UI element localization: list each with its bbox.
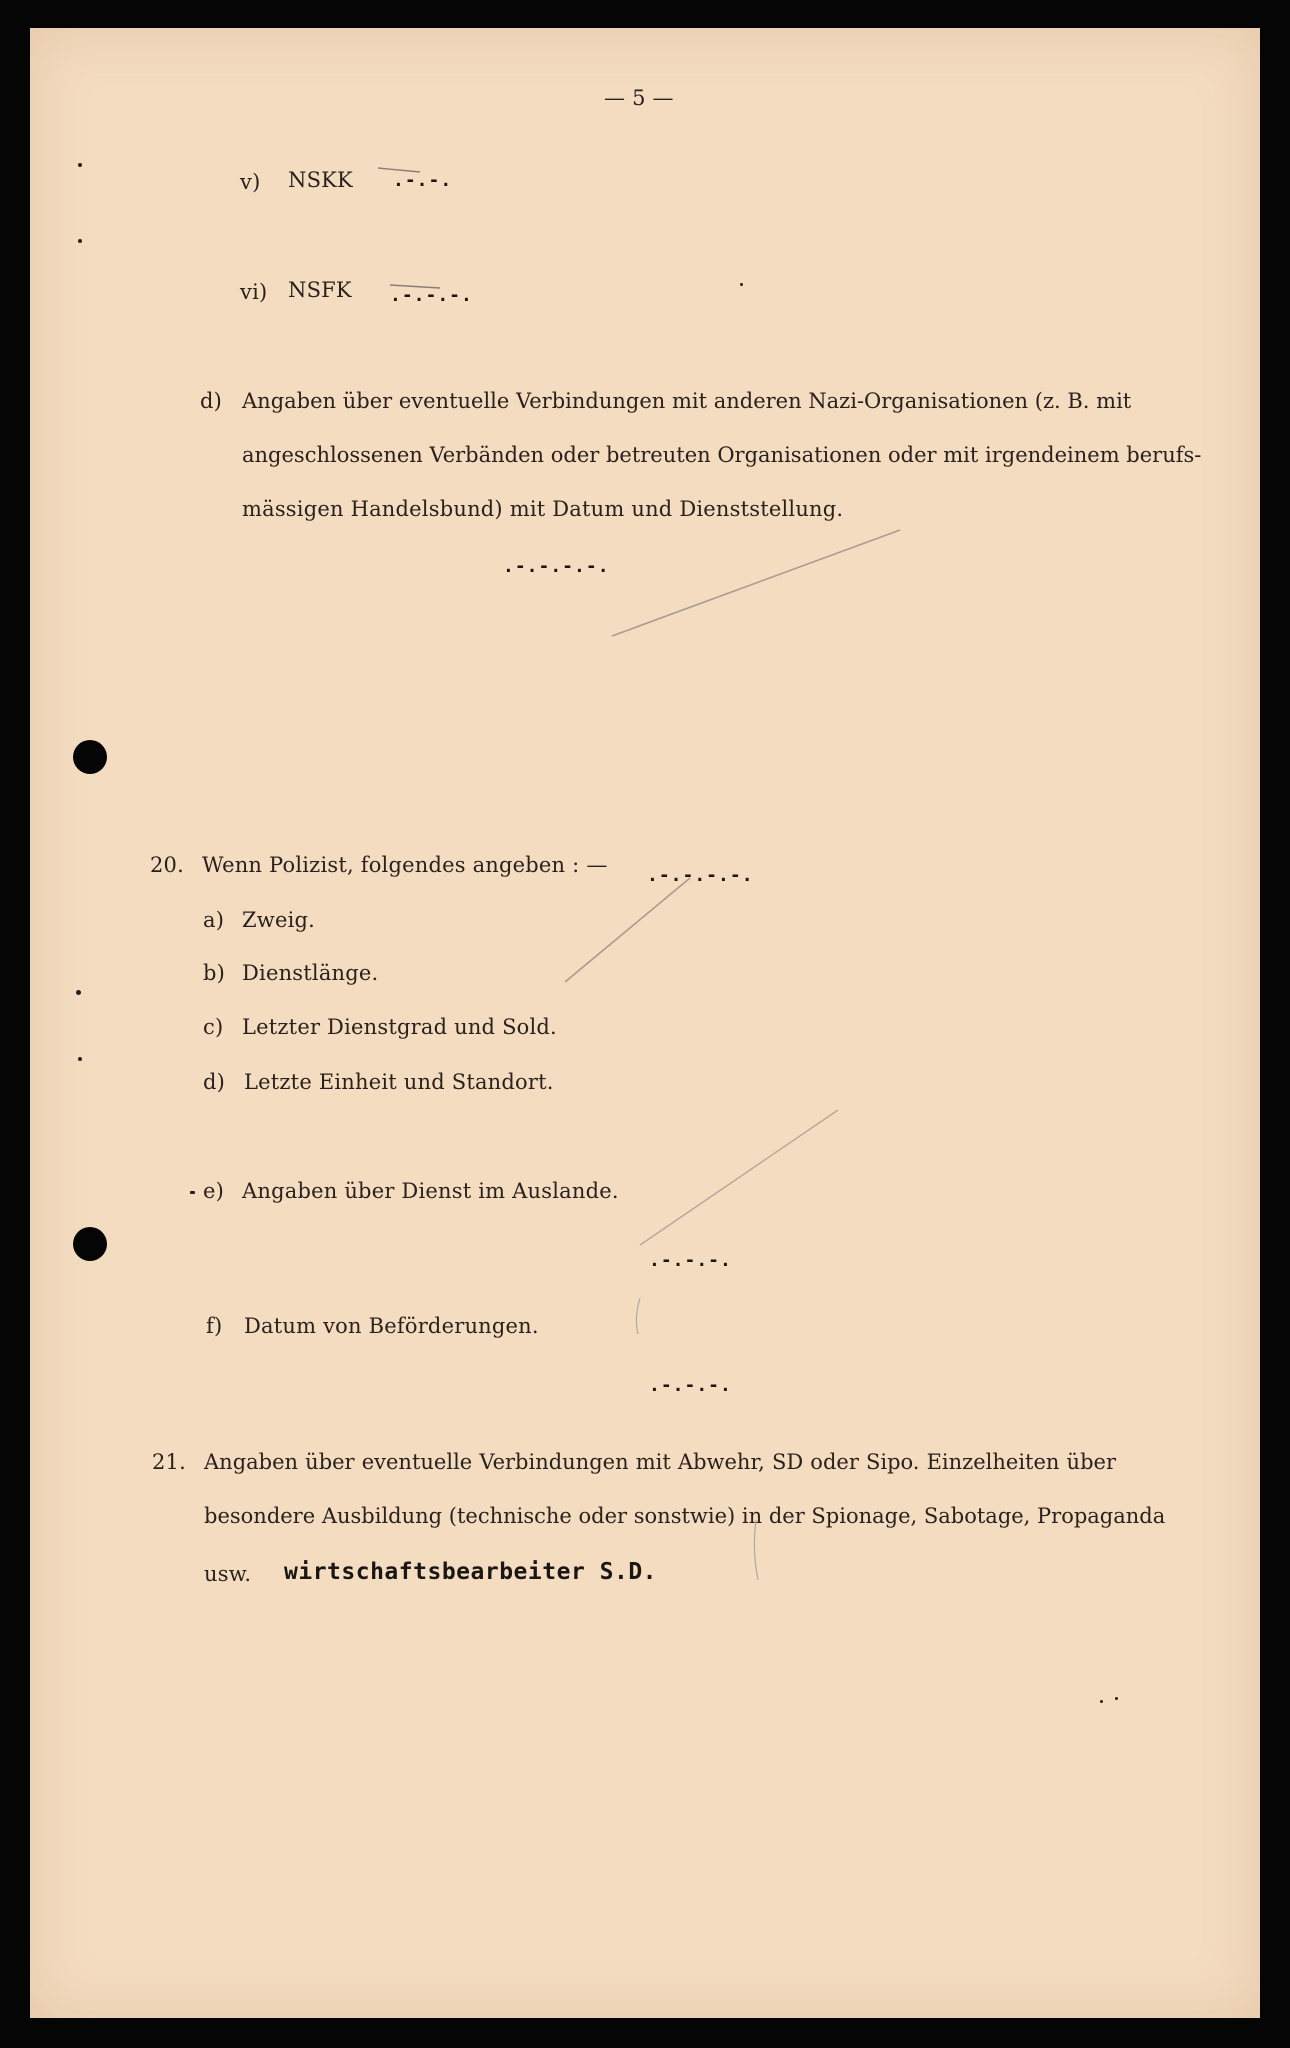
speck [78,239,82,243]
item-d-line1: Angaben über eventuelle Verbindungen mit anderen Nazi-Organisationen (z. B. mit [242,389,1132,413]
pencil-line [640,1110,838,1245]
item-v-answer: .-.-. [393,170,453,191]
item-vi-text: NSFK [288,278,352,302]
page-number: — 5 — [604,86,674,110]
question-20-number: 20. [150,853,184,877]
speck [1100,1700,1103,1703]
item-v-label: v) [240,170,261,194]
item-d-line3: mässigen Handelsbund) mit Datum und Dienststellung. [242,497,844,521]
question-20-answer: .-.-.-.-. [647,865,754,886]
question-20f-label: f) [206,1314,223,1338]
item-v-text: NSKK [288,168,353,192]
question-20c-text: Letzter Dienstgrad und Sold. [242,1015,557,1039]
question-20f-answer: .-.-.-. [649,1375,732,1396]
question-20e-answer: .-.-.-. [649,1250,732,1271]
question-20a-text: Zweig. [242,908,316,932]
item-d-answer: .-.-.-.-. [503,556,610,577]
item-d-line2: angeschlossenen Verbänden oder betreuten Organisationen oder mit irgendeinem berufs- [242,443,1202,467]
item-vi-answer: .-.-.-. [390,285,473,306]
speck [190,1191,195,1194]
question-21-number: 21. [152,1450,186,1474]
speck [78,1057,82,1061]
question-21-line3: usw. [204,1562,252,1586]
pencil-line [565,878,690,982]
item-d-label: d) [200,389,223,413]
pencil-line [754,1520,758,1580]
question-20d-label: d) [203,1070,226,1094]
question-21-answer: wirtschaftsbearbeiter S.D. [284,1559,658,1585]
question-20b-text: Dienstlänge. [242,961,379,985]
question-21-line2: besondere Ausbildung (technische oder sonstwie) in der Spionage, Sabotage, Propaganda [204,1504,1166,1528]
question-20f-text: Datum von Beförderungen. [244,1314,539,1338]
question-20e-text: Angaben über Dienst im Auslande. [242,1179,619,1203]
question-21-line1: Angaben über eventuelle Verbindungen mit Abwehr, SD oder Sipo. Einzelheiten über [204,1450,1116,1474]
pencil-line [612,530,900,636]
speck [76,990,81,995]
question-20a-label: a) [203,908,225,932]
question-20d-text: Letzte Einheit und Standort. [244,1070,554,1094]
item-vi-label: vi) [240,280,268,304]
question-20-text: Wenn Polizist, folgendes angeben : — [202,853,608,877]
pencil-line [636,1298,640,1334]
question-20e-label: e) [203,1179,225,1203]
question-20b-label: b) [203,961,226,985]
question-20c-label: c) [203,1015,224,1039]
speck [1115,1697,1118,1700]
speck [78,163,82,167]
speck [740,283,743,286]
